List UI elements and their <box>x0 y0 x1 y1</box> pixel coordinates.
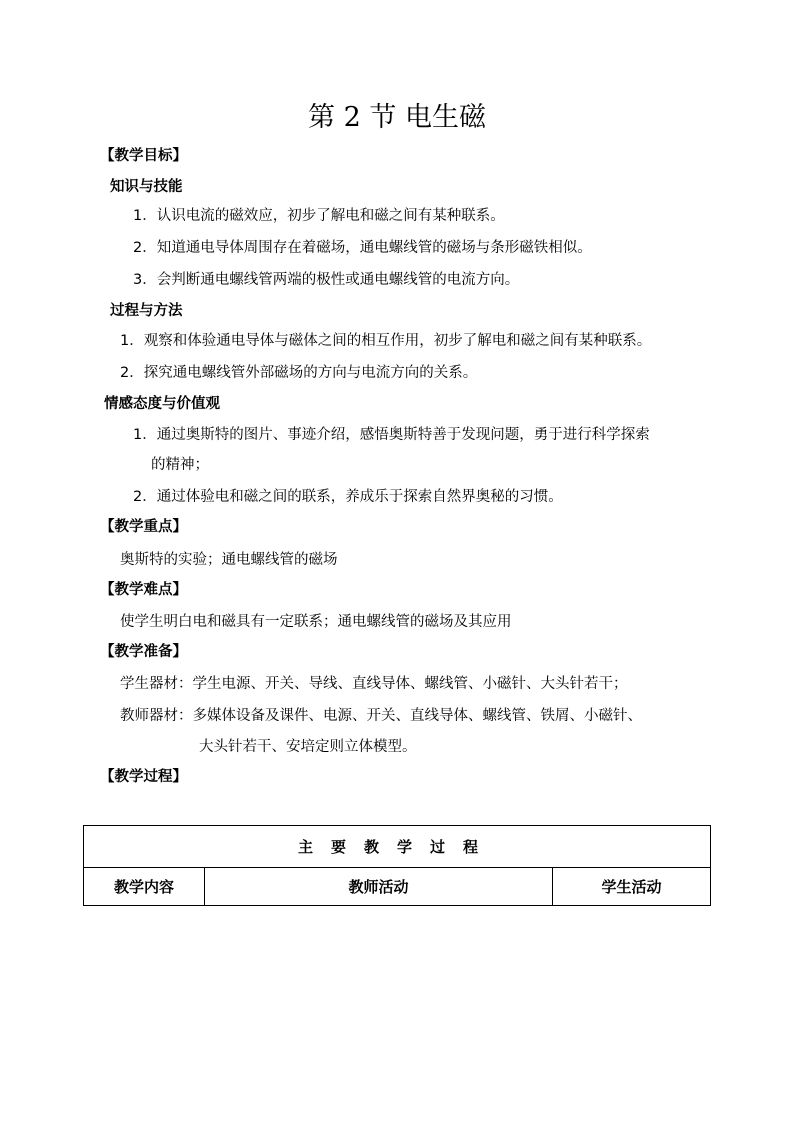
list-item: 3．会判断通电螺线管两端的极性或通电螺线管的电流方向。 <box>133 272 520 288</box>
subheading-knowledge: 知识与技能 <box>110 179 183 195</box>
table-header-content: 教学内容 <box>84 868 205 906</box>
section-heading-preparation: 【教学准备】 <box>100 644 187 660</box>
difficulties-text: 使学生明白电和磁具有一定联系；通电螺线管的磁场及其应用 <box>120 614 512 630</box>
list-item: 1．通过奥斯特的图片、事迹介绍，感悟奥斯特善于发现问题，勇于进行科学探索 <box>133 427 650 443</box>
list-item-continuation: 的精神； <box>151 457 209 473</box>
table-header-teacher: 教师活动 <box>205 868 553 906</box>
list-item: 1．认识电流的磁效应，初步了解电和磁之间有某种联系。 <box>133 208 505 224</box>
teacher-materials-continuation: 大头针若干、安培定则立体模型。 <box>199 739 417 755</box>
teacher-materials: 教师器材：多媒体设备及课件、电源、开关、直线导体、螺线管、铁屑、小磁针、 <box>120 708 642 724</box>
table-caption: 主要教学过程 <box>84 826 711 868</box>
section-heading-goals: 【教学目标】 <box>100 148 187 164</box>
teaching-process-table <box>83 825 711 906</box>
subheading-process: 过程与方法 <box>110 303 183 319</box>
section-heading-difficulties: 【教学难点】 <box>100 582 187 598</box>
page-title: 第 2 节 电生磁 <box>308 102 486 133</box>
list-item: 2．知道通电导体周围存在着磁场，通电螺线管的磁场与条形磁铁相似。 <box>133 240 592 256</box>
key-points-text: 奥斯特的实验；通电螺线管的磁场 <box>120 552 338 568</box>
section-heading-process: 【教学过程】 <box>100 769 187 785</box>
section-heading-key-points: 【教学重点】 <box>100 519 187 535</box>
student-materials: 学生器材：学生电源、开关、导线、直线导体、螺线管、小磁针、大头针若干； <box>120 676 628 692</box>
subheading-emotion: 情感态度与价值观 <box>104 396 220 412</box>
table-header-student: 学生活动 <box>553 868 711 906</box>
list-item: 2．探究通电螺线管外部磁场的方向与电流方向的关系。 <box>120 365 478 381</box>
list-item: 1．观察和体验通电导体与磁体之间的相互作用，初步了解电和磁之间有某种联系。 <box>120 333 652 349</box>
list-item: 2．通过体验电和磁之间的联系，养成乐于探索自然界奥秘的习惯。 <box>133 489 563 505</box>
